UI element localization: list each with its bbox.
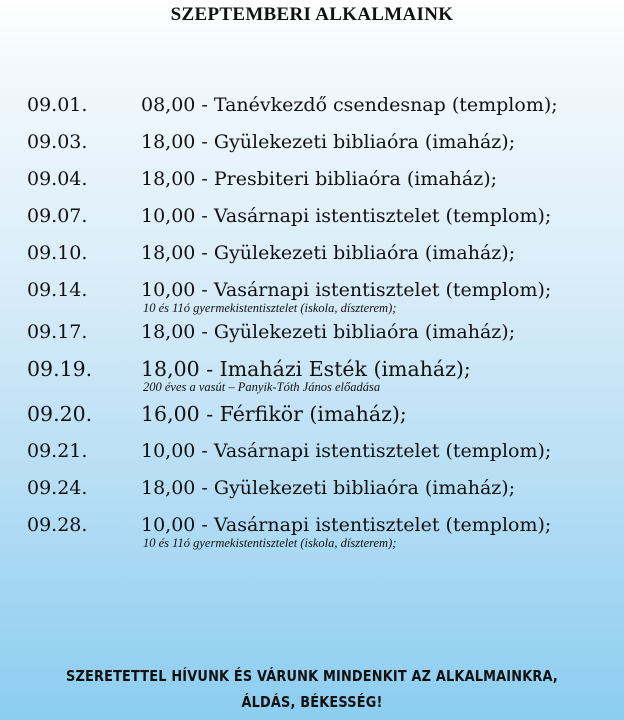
event-note: 10 és 11ó gyermekistentisztelet (iskola, díszterem);	[143, 536, 397, 550]
event-date: 09.14.	[27, 279, 88, 301]
event-row	[0, 166, 624, 203]
closing-line-1: SZERETETTEL HÍVUNK ÉS VÁRUNK MINDENKIT AZ ALKALMAINKRA,	[66, 667, 558, 685]
event-description: 18,00 - Imaházi Esték (imaház);	[141, 357, 471, 381]
event-description: 16,00 - Férfikör (imaház);	[141, 402, 407, 426]
event-description: 18,00 - Gyülekezeti bibliaóra (imaház);	[141, 131, 516, 153]
event-row	[0, 356, 624, 401]
event-row	[0, 129, 624, 166]
event-description: 10,00 - Vasárnapi istentisztelet (templom);	[141, 514, 552, 536]
event-description: 10,00 - Vasárnapi istentisztelet (templom);	[141, 205, 552, 227]
closing-message	[44, 663, 581, 715]
event-date: 09.17.	[27, 321, 88, 343]
event-row	[0, 512, 624, 554]
event-row	[0, 475, 624, 512]
closing-line-2: ÁLDÁS, BÉKESSÉG!	[241, 693, 383, 711]
event-row	[0, 438, 624, 475]
event-description: 10,00 - Vasárnapi istentisztelet (templom);	[141, 440, 552, 462]
event-note: 200 éves a vasút – Panyik-Tóth János előadása	[143, 380, 381, 394]
event-date: 09.24.	[27, 477, 88, 499]
event-date: 09.04.	[27, 168, 88, 190]
event-date: 09.10.	[27, 242, 88, 264]
event-description: 10,00 - Vasárnapi istentisztelet (templom);	[141, 279, 552, 301]
page-title: SZEPTEMBERI ALKALMAINK	[170, 4, 454, 25]
event-date: 09.19.	[27, 357, 93, 381]
event-row	[0, 319, 624, 356]
event-description: 08,00 - Tanévkezdő csendesnap (templom);	[141, 94, 558, 116]
event-description: 18,00 - Gyülekezeti bibliaóra (imaház);	[141, 242, 516, 264]
event-description: 18,00 - Presbiteri bibliaóra (imaház);	[141, 168, 498, 190]
event-list	[0, 92, 624, 554]
event-date: 09.28.	[27, 514, 88, 536]
event-row	[0, 203, 624, 240]
event-row	[0, 401, 624, 438]
event-row	[0, 240, 624, 277]
event-date: 09.07.	[27, 205, 88, 227]
event-date: 09.21.	[27, 440, 88, 462]
event-row	[0, 92, 624, 129]
event-date: 09.03.	[27, 131, 88, 153]
event-description: 18,00 - Gyülekezeti bibliaóra (imaház);	[141, 321, 516, 343]
event-description: 18,00 - Gyülekezeti bibliaóra (imaház);	[141, 477, 516, 499]
event-date: 09.20.	[27, 402, 93, 426]
event-row	[0, 277, 624, 319]
event-note: 10 és 11ó gyermekistentisztelet (iskola, díszterem);	[143, 301, 397, 315]
event-date: 09.01.	[27, 94, 88, 116]
